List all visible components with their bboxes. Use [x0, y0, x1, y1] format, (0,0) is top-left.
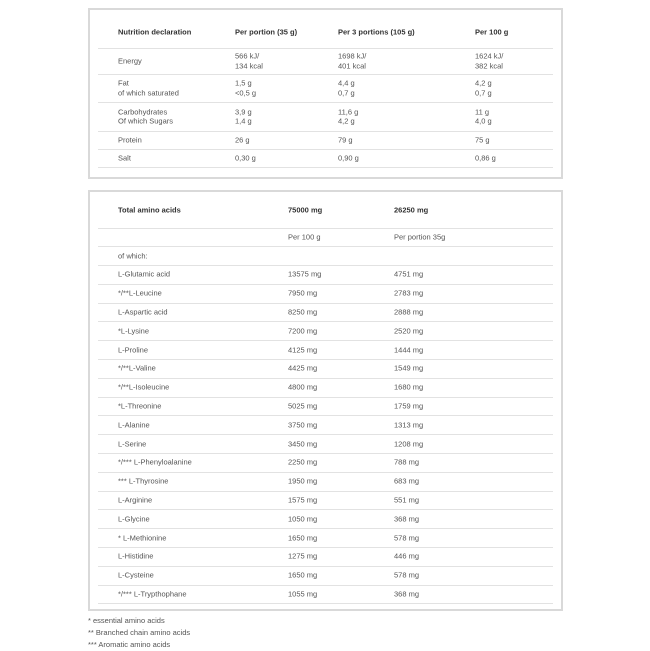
amino-acid-per100: 1050 mg [288, 514, 318, 524]
amino-acid-name: */**L-Isoleucine [118, 382, 170, 392]
amino-acid-per-portion: 368 mg [394, 589, 420, 599]
amino-acid-per100: 4800 mg [288, 382, 318, 392]
amino-acid-per100: 7950 mg [288, 288, 318, 298]
amino-acid-per-portion: 1680 mg [394, 382, 424, 392]
per-three-portions-value [338, 79, 355, 98]
nutrient-label [118, 107, 173, 126]
amino-acid-name: L-Histidine [118, 551, 154, 561]
amino-acid-per-portion: 1313 mg [394, 420, 424, 430]
nutrition-header-cell: Nutrition declaration [118, 27, 192, 37]
amino-acid-per-portion: 578 mg [394, 570, 420, 580]
amino-acid-row [98, 359, 553, 379]
amino-acid-row [98, 585, 553, 605]
per-three-portions-value: 0,90 g [338, 153, 359, 163]
amino-acid-per100: 8250 mg [288, 307, 318, 317]
amino-acid-row [98, 472, 553, 492]
footnote-aromatic: *** Aromatic amino acids [88, 640, 171, 649]
amino-acid-name: L-Glutamic acid [118, 269, 171, 279]
per-100g-value-line: 0,7 g [475, 88, 492, 97]
nutrient-label: Energy [118, 56, 142, 66]
amino-acid-row [98, 547, 553, 567]
amino-subheader-row [98, 228, 553, 247]
amino-subheader-per100: Per 100 g [288, 232, 321, 242]
amino-acid-name: L-Serine [118, 438, 147, 448]
per-portion-value-line: 566 kJ/ [235, 51, 260, 61]
nutrient-label: Protein [118, 135, 142, 145]
amino-acid-row [98, 303, 553, 323]
per-three-portions-value-line: 11,6 g [338, 107, 359, 116]
amino-acid-row [98, 509, 553, 529]
amino-acid-row [98, 415, 553, 435]
per-portion-value [235, 79, 256, 98]
amino-acid-per-portion: 2888 mg [394, 307, 424, 317]
nutrition-header-cell: Per 100 g [475, 27, 509, 37]
per-portion-value-line: 134 kcal [235, 61, 263, 70]
per-100g-value [475, 79, 492, 98]
per-portion-value: 26 g [235, 135, 250, 145]
per-portion-value: 0,30 g [235, 153, 256, 163]
amino-acid-per-portion: 683 mg [394, 476, 420, 486]
amino-acid-per-portion: 4751 mg [394, 269, 424, 279]
per-100g-value-line: 4,0 g [475, 116, 492, 126]
amino-acid-per100: 1055 mg [288, 589, 318, 599]
per-portion-value-line: 3,9 g [235, 107, 252, 116]
nutrient-label-line: Fat [118, 78, 129, 88]
per-100g-value [475, 107, 492, 126]
nutrition-declaration-table [88, 8, 563, 179]
per-three-portions-value-line: 4,2 g [338, 116, 355, 126]
amino-acid-per-portion: 551 mg [394, 495, 420, 505]
amino-acid-row [98, 321, 553, 341]
amino-acid-name: */*** L-Trypthophane [118, 589, 187, 599]
amino-acid-per-portion: 788 mg [394, 457, 420, 467]
nutrition-header-cell: Per portion (35 g) [235, 27, 298, 37]
amino-acid-row [98, 265, 553, 285]
amino-acid-per100: 1950 mg [288, 476, 318, 486]
amino-acid-row [98, 491, 553, 511]
amino-acid-name: L-Cysteine [118, 570, 154, 580]
amino-acid-per-portion: 368 mg [394, 514, 420, 524]
amino-acid-row [98, 453, 553, 473]
footnote-branched-chain: ** Branched chain amino acids [88, 628, 191, 637]
amino-acid-name: */*** L-Phenyloalanine [118, 457, 192, 467]
amino-acid-row [98, 528, 553, 548]
amino-acid-per100: 1650 mg [288, 532, 318, 542]
per-portion-value-line: <0,5 g [235, 88, 257, 97]
per-100g-value-line: 11 g [475, 107, 490, 116]
amino-acid-per100: 3450 mg [288, 438, 318, 448]
nutrient-label-line: Of which Sugars [118, 116, 174, 126]
per-100g-value: 75 g [475, 135, 490, 145]
amino-of-which-label: of which: [118, 250, 148, 260]
amino-acid-per100: 7200 mg [288, 326, 318, 336]
amino-acid-name: L-Aspartic acid [118, 307, 168, 317]
nutrient-label: Salt [118, 153, 131, 163]
nutrition-row [98, 48, 553, 75]
nutrition-header-row [98, 16, 553, 49]
amino-acid-row [98, 566, 553, 586]
per-three-portions-value-line: 1698 kJ/ [338, 51, 367, 61]
amino-acid-per100: 4125 mg [288, 344, 318, 354]
amino-acid-name: L-Glycine [118, 514, 150, 524]
amino-acid-per-portion: 578 mg [394, 532, 420, 542]
per-portion-value-line: 1,4 g [235, 116, 252, 126]
amino-acid-per100: 1575 mg [288, 495, 318, 505]
per-three-portions-value [338, 107, 358, 126]
amino-header-per100: 75000 mg [288, 205, 323, 215]
amino-acid-per100: 1650 mg [288, 570, 318, 580]
amino-acid-name: *L-Lysine [118, 326, 149, 336]
per-100g-value-line: 1624 kJ/ [475, 51, 504, 61]
amino-acid-name: * L-Methionine [118, 532, 167, 542]
per-three-portions-value-line: 0,7 g [338, 88, 355, 97]
amino-acid-per100: 13575 mg [288, 269, 322, 279]
amino-header-portion: 26250 mg [394, 205, 429, 215]
nutrition-row [98, 102, 553, 132]
per-three-portions-value-line: 4,4 g [338, 78, 355, 88]
nutrient-label-line: Carbohydrates [118, 107, 168, 116]
amino-acid-name: L-Proline [118, 344, 149, 354]
per-three-portions-value-line: 401 kcal [338, 61, 366, 70]
per-three-portions-value [338, 52, 366, 71]
amino-acid-row [98, 284, 553, 304]
per-100g-value-line: 4,2 g [475, 78, 492, 88]
amino-acid-name: *** L-Thyrosine [118, 476, 169, 486]
amino-acid-row [98, 340, 553, 360]
per-100g-value: 0,86 g [475, 153, 496, 163]
amino-acid-row [98, 378, 553, 398]
amino-acid-per100: 3750 mg [288, 420, 318, 430]
amino-acid-name: */**L-Valine [118, 363, 156, 373]
per-portion-value [235, 52, 263, 71]
footnote-essential: * essential amino acids [88, 616, 165, 625]
amino-acid-row [98, 397, 553, 417]
per-100g-value [475, 52, 503, 71]
amino-subheader-portion: Per portion 35g [394, 232, 446, 242]
amino-acid-per100: 4425 mg [288, 363, 318, 373]
per-portion-value [235, 107, 252, 126]
nutrition-header-cell: Per 3 portions (105 g) [338, 27, 415, 37]
per-portion-value-line: 1,5 g [235, 78, 252, 88]
amino-acid-name: *L-Threonine [118, 401, 162, 411]
nutrient-label [118, 79, 179, 98]
amino-acid-name: */**L-Leucine [118, 288, 162, 298]
amino-acid-per-portion: 1549 mg [394, 363, 424, 373]
amino-acid-per-portion: 1208 mg [394, 438, 424, 448]
amino-acid-per-portion: 2783 mg [394, 288, 424, 298]
amino-acid-per-portion: 1444 mg [394, 344, 424, 354]
nutrient-label-line: of which saturated [118, 88, 179, 97]
per-100g-value-line: 382 kcal [475, 61, 503, 70]
amino-acid-per100: 5025 mg [288, 401, 318, 411]
amino-acid-per-portion: 1759 mg [394, 401, 424, 411]
amino-acids-table [88, 190, 563, 611]
amino-acid-per-portion: 446 mg [394, 551, 420, 561]
amino-acid-row [98, 434, 553, 454]
amino-acid-name: L-Alanine [118, 420, 150, 430]
nutrition-row [98, 74, 553, 103]
amino-header-label: Total amino acids [118, 205, 181, 215]
amino-acid-per100: 2250 mg [288, 457, 318, 467]
amino-header-row [98, 192, 553, 229]
amino-acid-per100: 1275 mg [288, 551, 318, 561]
per-three-portions-value: 79 g [338, 135, 353, 145]
amino-acid-per-portion: 2520 mg [394, 326, 424, 336]
amino-acid-name: L-Arginine [118, 495, 153, 505]
nutrition-row [98, 131, 553, 150]
footnotes [88, 615, 190, 651]
amino-of-which-row [98, 246, 553, 266]
nutrition-row [98, 149, 553, 168]
